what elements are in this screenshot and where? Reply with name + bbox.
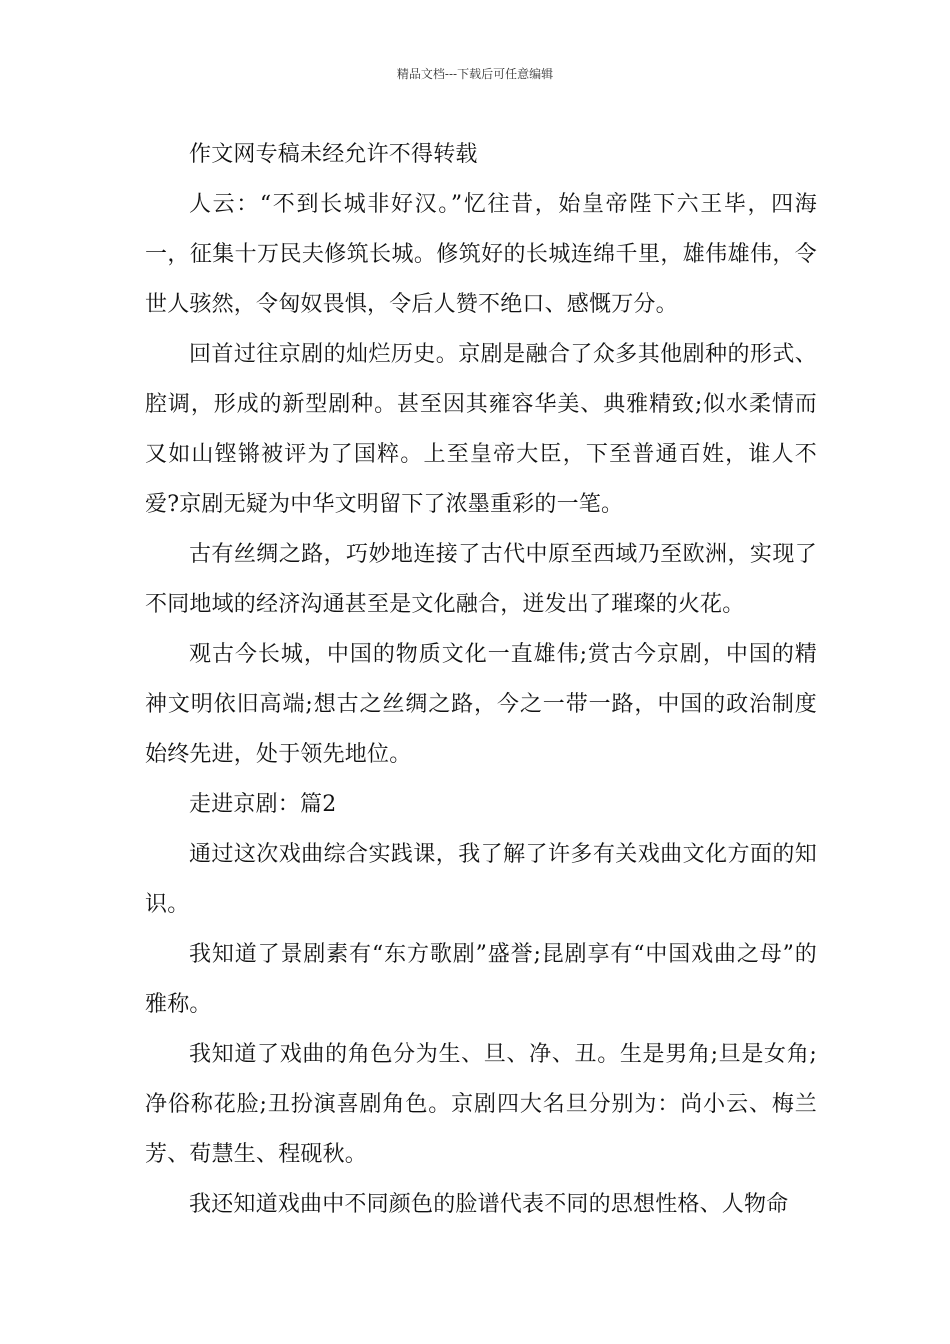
- paragraph-roles: 我知道了戏曲的角色分为生、旦、净、丑。生是男角;旦是女角;净俗称花脸;丑扮演喜剧角色。京剧四大名旦分别为：尚小云、梅兰芳、荀慧生、程砚秋。: [145, 1042, 817, 1167]
- document-body: [145, 130, 817, 1230]
- paragraph-peking-opera: 回首过往京剧的灿烂历史。京剧是融合了众多其他剧种的形式、腔调，形成的新型剧种。甚至因其雍容华美、典雅精致;似水柔情而又如山铿锵被评为了国粹。上至皇帝大臣，下至普通百姓，谁人不爱?京剧无疑为中华文明留下了浓墨重彩的一笔。: [145, 342, 817, 517]
- section-heading-part-2: 走进京剧：篇2: [189, 792, 337, 817]
- paragraph-practice-class: 通过这次戏曲综合实践课，我了解了许多有关戏曲文化方面的知识。: [145, 842, 817, 917]
- paragraph-notice: 作文网专稿未经允许不得转载: [189, 142, 478, 167]
- paragraph-opera-reputation: 我知道了景剧素有“东方歌剧”盛誉;昆剧享有“中国戏曲之母”的雅称。: [145, 942, 817, 1017]
- paragraph-silk-road: 古有丝绸之路，巧妙地连接了古代中原至西域乃至欧洲，实现了不同地域的经济沟通甚至是文化融合，迸发出了璀璨的火花。: [145, 542, 817, 617]
- page-header: 精品文档---下载后可任意编辑: [396, 67, 554, 81]
- paragraph-great-wall: 人云：“不到长城非好汉。”忆往昔，始皇帝陛下六王毕，四海一，征集十万民夫修筑长城。修筑好的长城连绵千里，雄伟雄伟，令世人骇然，令匈奴畏惧，令后人赞不绝口、感慨万分。: [145, 192, 817, 317]
- paragraph-conclusion: 观古今长城，中国的物质文化一直雄伟;赏古今京剧，中国的精神文明依旧高端;想古之丝绸之路，今之一带一路，中国的政治制度始终先进，处于领先地位。: [145, 642, 817, 767]
- paragraph-facial-makeup: 我还知道戏曲中不同颜色的脸谱代表不同的思想性格、人物命: [189, 1192, 789, 1217]
